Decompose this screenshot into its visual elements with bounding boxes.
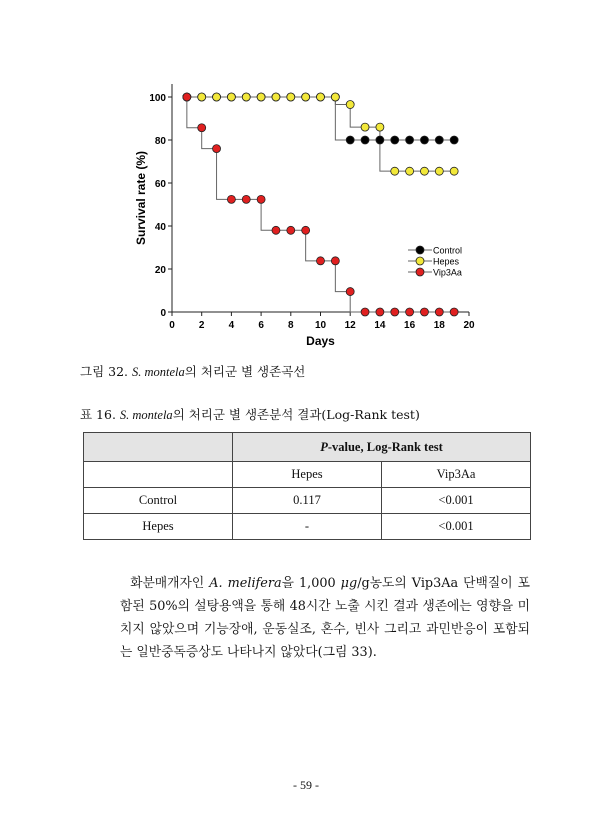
empty-cell bbox=[84, 433, 233, 462]
data-point-vip3aa bbox=[317, 257, 325, 265]
body-paragraph bbox=[120, 572, 530, 664]
y-tick-label: 100 bbox=[149, 93, 166, 104]
cell: <0.001 bbox=[382, 488, 531, 514]
cell: 0.117 bbox=[233, 488, 382, 514]
x-tick-label: 0 bbox=[169, 320, 175, 331]
data-point-control bbox=[450, 136, 458, 144]
data-point-control bbox=[420, 136, 428, 144]
data-point-vip3aa bbox=[213, 145, 221, 153]
data-point-hepes bbox=[227, 93, 235, 101]
data-point-control bbox=[391, 136, 399, 144]
legend-label: Control bbox=[433, 245, 463, 256]
data-point-hepes bbox=[435, 167, 443, 175]
cell: - bbox=[233, 514, 382, 540]
data-point-vip3aa bbox=[420, 308, 428, 316]
data-point-control bbox=[376, 136, 384, 144]
data-point-hepes bbox=[198, 93, 206, 101]
data-point-vip3aa bbox=[331, 257, 339, 265]
data-point-vip3aa bbox=[435, 308, 443, 316]
table-row bbox=[84, 488, 531, 514]
legend-label: Vip3Aa bbox=[433, 267, 462, 278]
data-point-hepes bbox=[331, 93, 339, 101]
series-line-hepes bbox=[187, 97, 454, 171]
empty-cell bbox=[84, 462, 233, 488]
data-point-vip3aa bbox=[376, 308, 384, 316]
y-tick-label: 40 bbox=[154, 222, 166, 233]
column-header: Hepes bbox=[233, 462, 382, 488]
data-point-control bbox=[346, 136, 354, 144]
data-point-vip3aa bbox=[257, 195, 265, 203]
row-label: Hepes bbox=[84, 514, 233, 540]
data-point-hepes bbox=[391, 167, 399, 175]
logrank-table bbox=[83, 432, 531, 540]
data-point-vip3aa bbox=[272, 226, 280, 234]
table-row bbox=[84, 514, 531, 540]
data-point-hepes bbox=[272, 93, 280, 101]
x-tick-label: 2 bbox=[198, 320, 205, 331]
cell: <0.001 bbox=[382, 514, 531, 540]
data-point-hepes bbox=[346, 101, 354, 109]
data-point-vip3aa bbox=[227, 195, 235, 203]
legend-marker-control bbox=[416, 246, 424, 254]
x-tick-label: 6 bbox=[258, 320, 264, 331]
species: A. melifera bbox=[209, 576, 282, 591]
series-line-vip3aa bbox=[187, 97, 454, 312]
caption-suffix: 의 처리군 별 생존곡선 bbox=[184, 364, 306, 379]
caption-prefix: 표 16. bbox=[80, 407, 120, 422]
data-point-vip3aa bbox=[183, 93, 191, 101]
data-point-vip3aa bbox=[361, 308, 369, 316]
data-point-hepes bbox=[257, 93, 265, 101]
legend-marker-vip3aa bbox=[416, 268, 424, 276]
x-tick-label: 4 bbox=[228, 320, 235, 331]
data-point-vip3aa bbox=[391, 308, 399, 316]
data-point-vip3aa bbox=[346, 288, 354, 296]
table-caption bbox=[80, 405, 420, 423]
data-point-hepes bbox=[317, 93, 325, 101]
unit: μg bbox=[340, 576, 358, 591]
data-point-hepes bbox=[450, 167, 458, 175]
caption-species: S. montela bbox=[119, 408, 173, 422]
y-tick-label: 0 bbox=[160, 308, 166, 319]
survival-chart bbox=[0, 0, 612, 360]
column-header: Vip3Aa bbox=[382, 462, 531, 488]
data-point-vip3aa bbox=[450, 308, 458, 316]
data-point-hepes bbox=[287, 93, 295, 101]
data-point-vip3aa bbox=[242, 195, 250, 203]
x-axis-label: Days bbox=[306, 334, 335, 348]
data-point-vip3aa bbox=[302, 226, 310, 234]
page-number: - 59 - bbox=[293, 778, 319, 792]
series-line-control bbox=[187, 97, 454, 140]
y-axis-label: Survival rate (%) bbox=[134, 150, 148, 246]
caption-prefix: 그림 32. bbox=[80, 364, 132, 379]
data-point-vip3aa bbox=[406, 308, 414, 316]
data-point-control bbox=[435, 136, 443, 144]
data-point-hepes bbox=[420, 167, 428, 175]
data-point-vip3aa bbox=[287, 226, 295, 234]
data-point-control bbox=[406, 136, 414, 144]
data-point-hepes bbox=[302, 93, 310, 101]
row-label: Control bbox=[84, 488, 233, 514]
caption-species: S. montela bbox=[131, 365, 185, 379]
text: 화분매개자인 bbox=[130, 576, 210, 591]
x-tick-label: 10 bbox=[314, 320, 327, 331]
table-header bbox=[233, 433, 531, 462]
y-tick-label: 80 bbox=[154, 136, 166, 147]
x-tick-label: 20 bbox=[463, 320, 475, 331]
data-point-hepes bbox=[361, 123, 369, 131]
data-point-hepes bbox=[406, 167, 414, 175]
x-tick-label: 18 bbox=[433, 320, 445, 331]
data-point-hepes bbox=[376, 123, 384, 131]
y-tick-label: 20 bbox=[154, 265, 166, 276]
data-point-control bbox=[361, 136, 369, 144]
text: 을 1,000 bbox=[281, 576, 341, 591]
data-point-vip3aa bbox=[198, 124, 206, 132]
data-point-hepes bbox=[242, 93, 250, 101]
x-tick-label: 16 bbox=[404, 320, 416, 331]
caption-suffix: 의 처리군 별 생존분석 결과(Log-Rank test) bbox=[172, 407, 420, 422]
x-tick-label: 12 bbox=[344, 320, 356, 331]
header-p: P bbox=[320, 439, 328, 454]
x-tick-label: 14 bbox=[374, 320, 386, 331]
text: /g농도의 Vip3Aa 단백질이 포함된 50%의 설탕용액을 통해 48시간 노출 시킨 결과 생존에는 영향을 미치지 않았으며 기능장애, 운동실조, 혼수, 빈사 그리고 과민반응이 포함되는 일반중독증상도 나타나지 않았다(그림 33). bbox=[120, 576, 531, 660]
figure-caption bbox=[80, 362, 305, 380]
y-tick-label: 60 bbox=[154, 179, 166, 190]
data-point-hepes bbox=[213, 93, 221, 101]
x-tick-label: 8 bbox=[288, 320, 294, 331]
header-rest: -value, Log-Rank test bbox=[327, 439, 443, 454]
legend-label: Hepes bbox=[433, 256, 460, 267]
legend-marker-hepes bbox=[416, 257, 424, 265]
